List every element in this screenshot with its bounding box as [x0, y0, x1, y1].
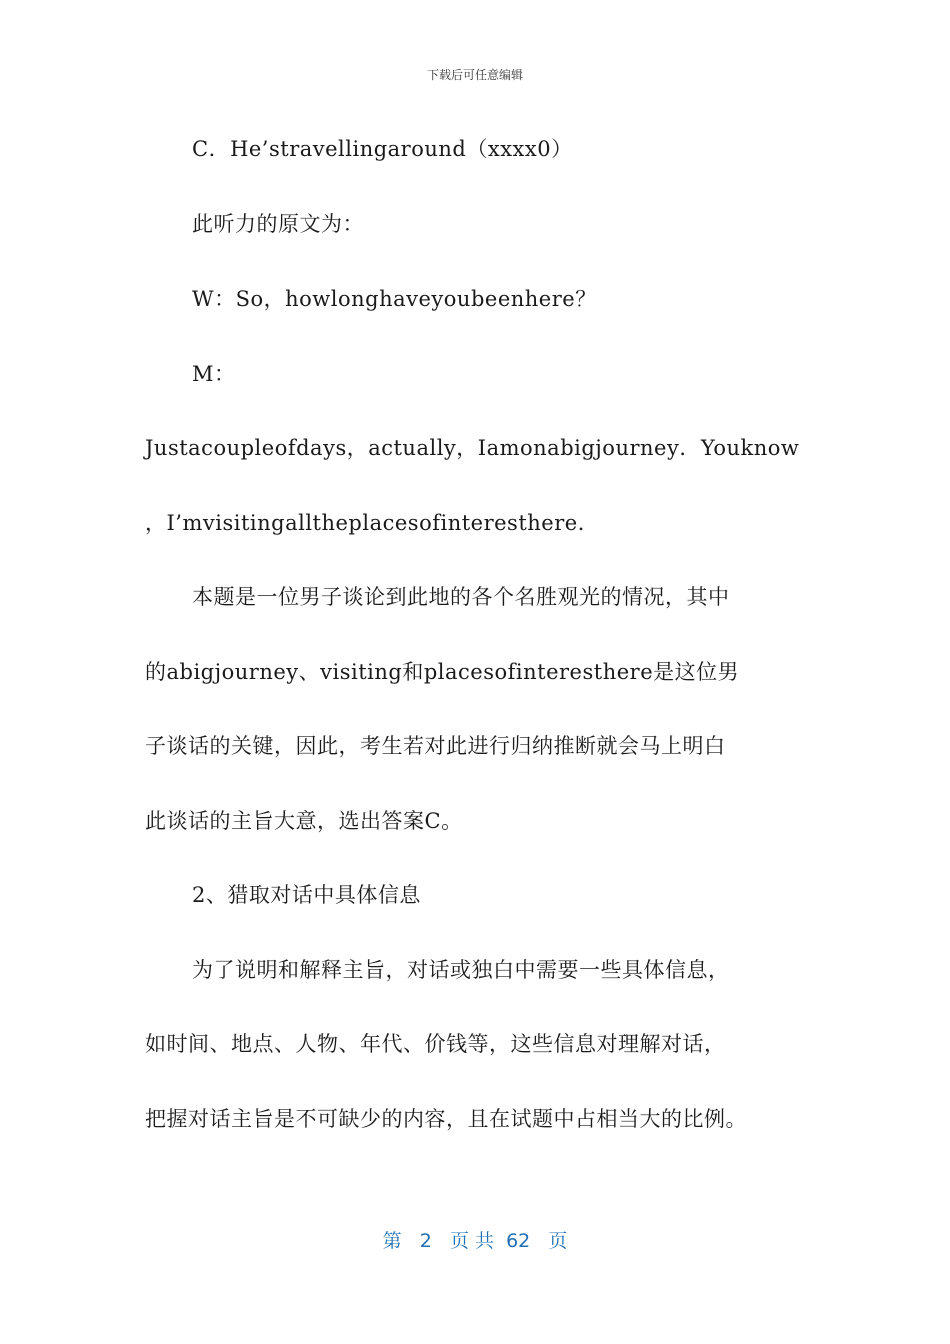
- page-footer: [0, 1226, 950, 1253]
- transcript-intro: 此听力的原文为：: [192, 212, 364, 236]
- dialog-woman-line: W：So，howlonghaveyoubeenhere？: [192, 287, 597, 311]
- footer-middle: 页 共: [449, 1230, 494, 1252]
- body-line-2: 如时间、地点、人物、年代、价钱等，这些信息对理解对话，: [145, 1032, 726, 1056]
- footer-total-pages: 62: [506, 1230, 531, 1252]
- section-heading: 2、猎取对话中具体信息: [192, 883, 421, 907]
- analysis-line-3: 子谈话的关键，因此，考生若对此进行归纳推断就会马上明白: [145, 734, 726, 758]
- dialog-man-line-2: ，I’mvisitingalltheplacesofinteresthere．: [145, 511, 600, 535]
- footer-prefix: 第: [382, 1230, 402, 1252]
- option-c-line: C．He’stravellingaround（xxxx0）: [192, 137, 573, 161]
- footer-page-number: 2: [419, 1230, 432, 1252]
- body-line-1: 为了说明和解释主旨，对话或独白中需要一些具体信息，: [192, 958, 730, 982]
- page-header: 下载后可任意编辑: [426, 68, 523, 82]
- footer-suffix: 页: [548, 1230, 568, 1252]
- analysis-line-4: 此谈话的主旨大意，选出答案C。: [145, 809, 463, 833]
- analysis-line-2: 的abigjourney、visiting和placesofinteresthere是这位男: [145, 660, 740, 684]
- dialog-man-line-1: Justacoupleofdays，actually，Iamonabigjourney．Youknow: [145, 436, 800, 460]
- analysis-line-1: 本题是一位男子谈论到此地的各个名胜观光的情况，其中: [192, 585, 730, 609]
- body-line-3: 把握对话主旨是不可缺少的内容，且在试题中占相当大的比例。: [145, 1107, 747, 1131]
- dialog-man-label: M：: [192, 362, 236, 386]
